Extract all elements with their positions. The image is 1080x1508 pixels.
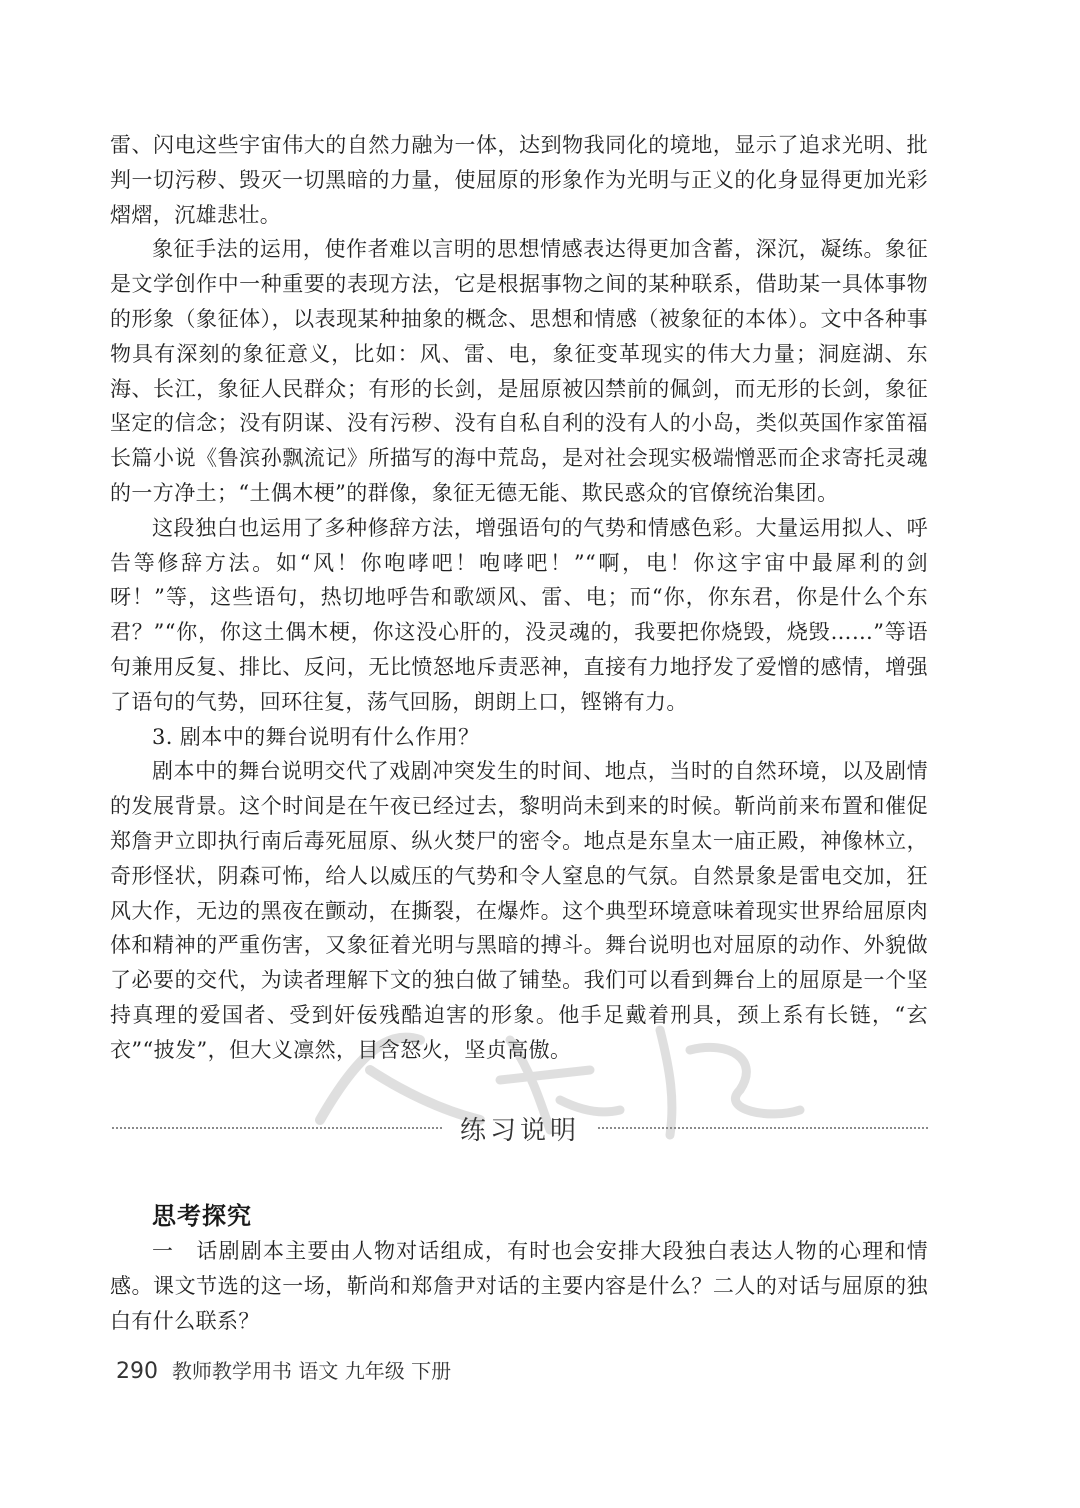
divider-dots-right	[598, 1127, 928, 1129]
paragraph-rhetoric: 这段独白也运用了多种修辞方法，增强语句的气势和情感色彩。大量运用拟人、呼告等修辞方法。如“风！你咆哮吧！咆哮吧！”“啊，电！你这宇宙中最犀利的剑呀！”等，这些语句，热切地呼告和歌颂风、雷、电；而“你，你东君，你是什么个东君？”“你，你这土偶木梗，你这没心肝的，没灵魂的，我要把你烧毁，烧毁……”等语句兼用反复、排比、反问，无比愤怒地斥责恶神，直接有力地抒发了爱憎的感情，增强了语句的气势，回环往复，荡气回肠，朗朗上口，铿锵有力。	[110, 515, 928, 714]
page-footer	[116, 1355, 451, 1384]
section-divider	[112, 1108, 928, 1148]
paragraph-continuation: 雷、闪电这些宇宙伟大的自然力融为一体，达到物我同化的境地，显示了追求光明、批判一切污秽、毁灭一切黑暗的力量，使屈原的形象作为光明与正义的化身显得更加光彩熠熠，沉雄悲壮。	[110, 133, 928, 227]
paragraph-symbolism: 象征手法的运用，使作者难以言明的思想情感表达得更加含蓄，深沉，凝练。象征是文学创作中一种重要的表现方法，它是根据事物之间的某种联系，借助某一具体事物的形象（象征体），以表现某种抽象的概念、思想和情感（被象征的本体）。文中各种事物具有深刻的象征意义，比如：风、雷、电，象征变革现实的伟大力量；洞庭湖、东海、长江，象征人民群众；有形的长剑，是屈原被囚禁前的佩剑，而无形的长剑，象征坚定的信念；没有阴谋、没有污秽、没有自私自利的没有人的小岛，类似英国作家笛福长篇小说《鲁滨孙飘流记》所描写的海中荒岛，是对社会现实极端憎恶而企求寄托灵魂的一方净土；“土偶木梗”的群像，象征无德无能、欺民惑众的官僚统治集团。	[110, 237, 928, 505]
exercise-question-1: 一 话剧剧本主要由人物对话组成，有时也会安排大段独白表达人物的心理和情感。课文节选的这一场，靳尚和郑詹尹对话的主要内容是什么？二人的对话与屈原的独白有什么联系？	[110, 1239, 928, 1333]
book-title: 教师教学用书 语文 九年级 下册	[172, 1359, 452, 1383]
subheading: 思考探究	[152, 1201, 252, 1230]
body-text	[110, 128, 928, 1068]
section-title: 练习说明	[460, 1115, 581, 1146]
divider-dots-left	[112, 1127, 442, 1129]
paragraph-stage-directions: 剧本中的舞台说明交代了戏剧冲突发生的时间、地点，当时的自然环境，以及剧情的发展背景。这个时间是在午夜已经过去，黎明尚未到来的时候。靳尚前来布置和催促郑詹尹立即执行南后毒死屈原、纵火焚尸的密令。地点是东皇太一庙正殿，神像林立，奇形怪状，阴森可怖，给人以威压的气势和令人窒息的气氛。自然景象是雷电交加，狂风大作，无边的黑夜在颤动，在撕裂，在爆炸。这个典型环境意味着现实世界给屈原肉体和精神的严重伤害，又象征着光明与黑暗的搏斗。舞台说明也对屈原的动作、外貌做了必要的交代，为读者理解下文的独白做了铺垫。我们可以看到舞台上的屈原是一个坚持真理的爱国者、受到奸佞残酷迫害的形象。他手足戴着刑具，颈上系有长链，“玄衣”“披发”，但大义凛然，目含怒火，坚贞高傲。	[110, 759, 928, 1062]
page-number: 290	[116, 1359, 158, 1384]
exercise-text	[110, 1234, 928, 1338]
question-3: 3. 剧本中的舞台说明有什么作用？	[152, 724, 480, 749]
